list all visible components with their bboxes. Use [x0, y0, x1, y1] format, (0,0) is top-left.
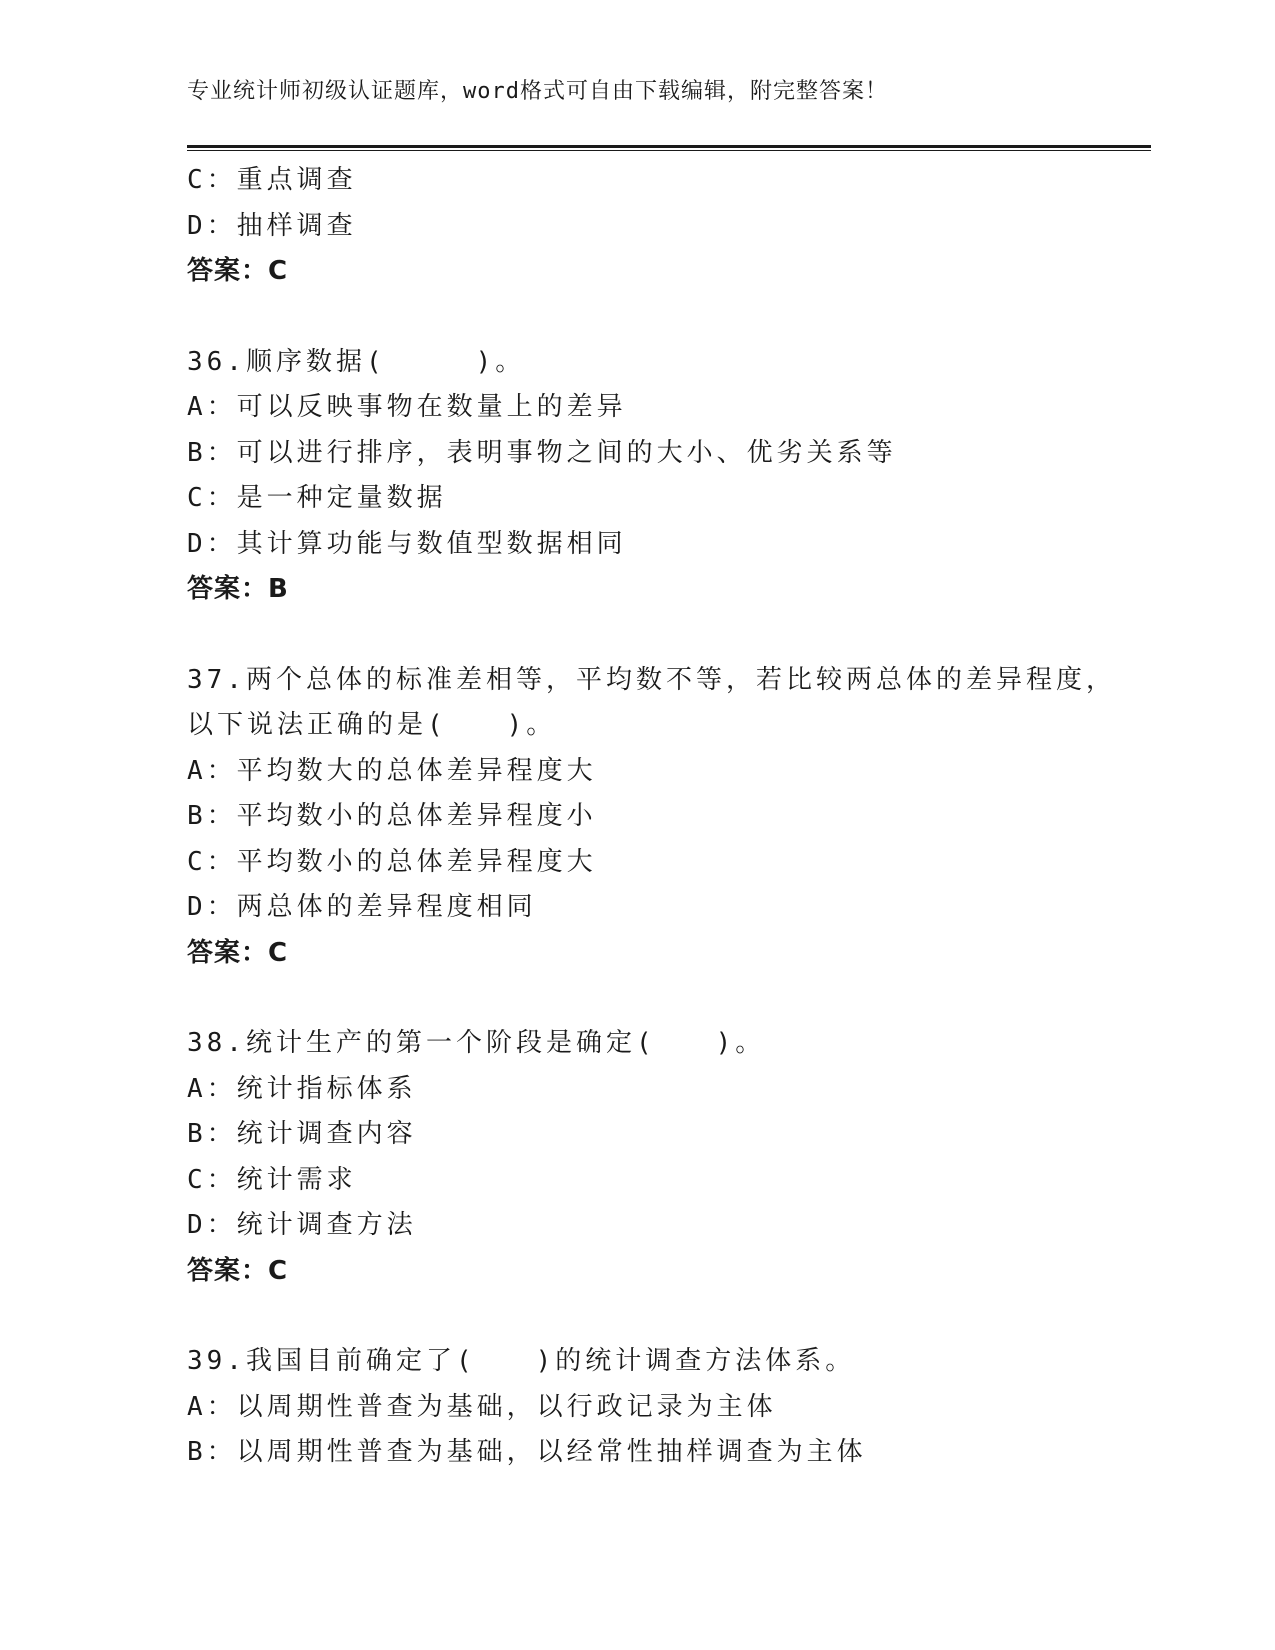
option-b: B：可以进行排序，表明事物之间的大小、优劣关系等: [187, 437, 897, 468]
option-b: B：统计调查内容: [187, 1119, 417, 1149]
question-stem: 39.我国目前确定了( )的统计调查方法体系。: [187, 1346, 856, 1376]
page-header: 专业统计师初级认证题库，word格式可自由下载编辑，附完整答案！: [187, 79, 888, 104]
question-stem: 36.顺序数据( )。: [187, 346, 526, 377]
header-divider-thick: [187, 145, 1151, 148]
question-stem: 38.统计生产的第一个阶段是确定( )。: [187, 1028, 766, 1058]
spacer: [187, 1294, 1151, 1339]
option-c: C：重点调查: [187, 165, 357, 195]
option-a: A：可以反映事物在数量上的差异: [187, 392, 627, 422]
option-b: B：以周期性普查为基础，以经常性抽样调查为主体: [187, 1437, 867, 1467]
option-d: D：抽样调查: [187, 210, 357, 241]
header-divider-thin: [187, 150, 1151, 151]
answer-line: 答案：C: [187, 937, 289, 968]
option-d: D：统计调查方法: [187, 1210, 417, 1240]
question-stem: 37.两个总体的标准差相等，平均数不等，若比较两总体的差异程度，: [187, 664, 1116, 695]
spacer: [187, 613, 1151, 658]
option-c: C：是一种定量数据: [187, 483, 447, 513]
question-stem-continued: 以下说法正确的是( )。: [187, 710, 557, 740]
answer-line: 答案：C: [187, 1255, 289, 1286]
question-content: [187, 158, 1151, 1476]
option-d: D：两总体的差异程度相同: [187, 892, 537, 922]
spacer: [187, 976, 1151, 1021]
option-a: A：以周期性普查为基础，以行政记录为主体: [187, 1391, 777, 1422]
option-b: B：平均数小的总体差异程度小: [187, 801, 597, 831]
option-d: D：其计算功能与数值型数据相同: [187, 528, 627, 559]
spacer: [187, 295, 1151, 340]
option-c: C：平均数小的总体差异程度大: [187, 846, 597, 877]
answer-line: 答案：C: [187, 256, 289, 286]
option-a: A：统计指标体系: [187, 1073, 417, 1104]
option-c: C：统计需求: [187, 1164, 357, 1195]
option-a: A：平均数大的总体差异程度大: [187, 755, 597, 786]
answer-line: 答案：B: [187, 574, 289, 604]
